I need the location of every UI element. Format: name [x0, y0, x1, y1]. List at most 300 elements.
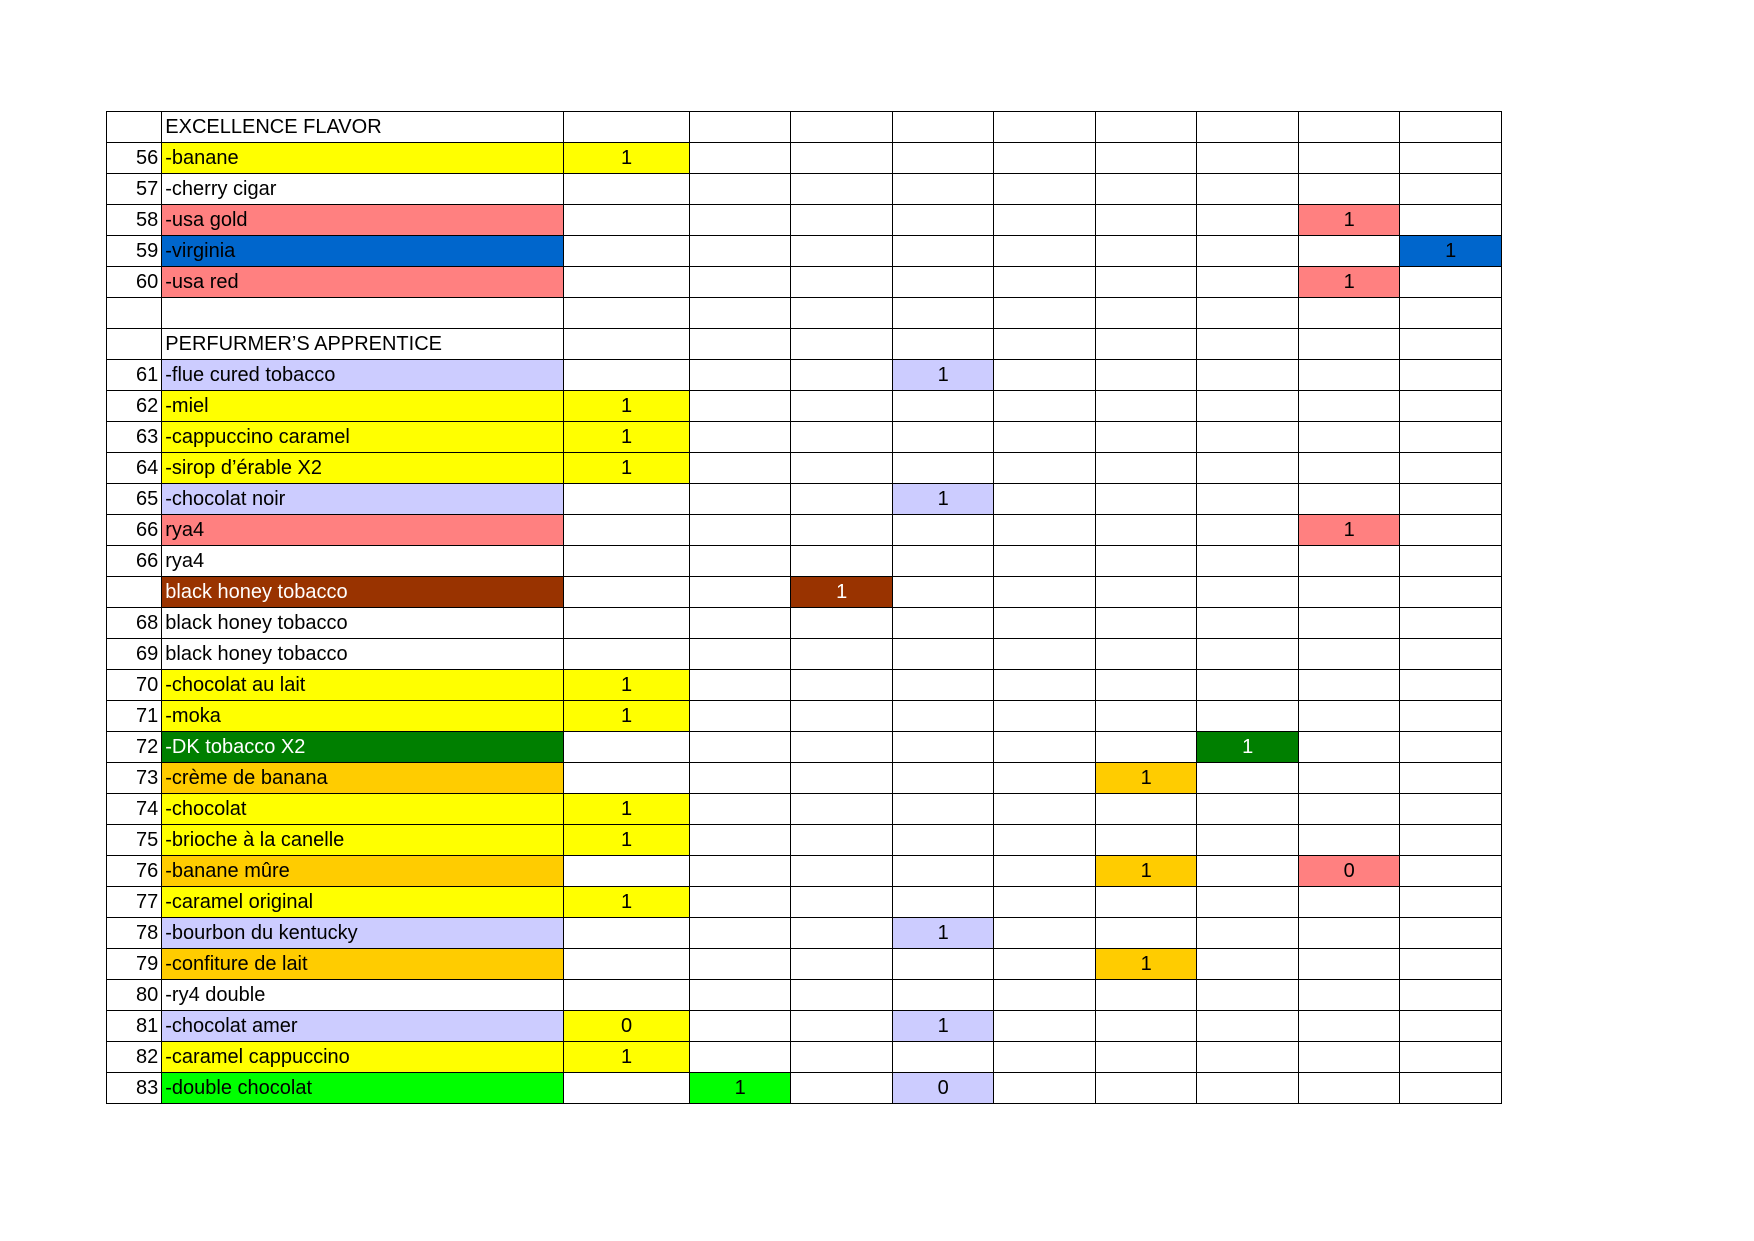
value-cell[interactable] [1298, 484, 1400, 515]
value-cell[interactable] [994, 267, 1096, 298]
value-cell[interactable] [1197, 856, 1299, 887]
value-cell[interactable] [564, 732, 690, 763]
value-cell[interactable]: 1 [564, 670, 690, 701]
value-cell[interactable] [892, 422, 994, 453]
value-cell[interactable] [689, 267, 791, 298]
row-number-cell[interactable]: 68 [107, 608, 162, 639]
value-cell[interactable] [791, 112, 893, 143]
value-cell[interactable] [564, 174, 690, 205]
value-cell[interactable] [791, 732, 893, 763]
value-cell[interactable] [1197, 112, 1299, 143]
value-cell[interactable] [892, 1042, 994, 1073]
flavor-name-cell[interactable]: -sirop d’érable X2 [162, 453, 564, 484]
row-number-cell[interactable] [107, 577, 162, 608]
row-number-cell[interactable]: 56 [107, 143, 162, 174]
value-cell[interactable] [1197, 298, 1299, 329]
value-cell[interactable] [1095, 1042, 1197, 1073]
flavor-name-cell[interactable]: -cappuccino caramel [162, 422, 564, 453]
value-cell[interactable] [1197, 515, 1299, 546]
value-cell[interactable] [689, 143, 791, 174]
value-cell[interactable] [1298, 608, 1400, 639]
value-cell[interactable] [1298, 298, 1400, 329]
value-cell[interactable] [1095, 980, 1197, 1011]
value-cell[interactable] [892, 391, 994, 422]
section-heading-cell[interactable]: EXCELLENCE FLAVOR [162, 112, 564, 143]
value-cell[interactable] [1197, 329, 1299, 360]
value-cell[interactable]: 1 [1095, 763, 1197, 794]
value-cell[interactable] [1400, 484, 1502, 515]
value-cell[interactable] [1400, 701, 1502, 732]
value-cell[interactable] [1298, 174, 1400, 205]
value-cell[interactable] [1095, 360, 1197, 391]
value-cell[interactable] [994, 639, 1096, 670]
value-cell[interactable] [1197, 267, 1299, 298]
value-cell[interactable] [1095, 174, 1197, 205]
value-cell[interactable] [1095, 484, 1197, 515]
value-cell[interactable] [791, 391, 893, 422]
value-cell[interactable] [994, 577, 1096, 608]
value-cell[interactable]: 1 [1298, 267, 1400, 298]
value-cell[interactable] [994, 918, 1096, 949]
section-heading-cell[interactable]: PERFURMER’S APPRENTICE [162, 329, 564, 360]
value-cell[interactable] [1298, 577, 1400, 608]
flavor-name-cell[interactable]: -chocolat [162, 794, 564, 825]
value-cell[interactable] [1197, 236, 1299, 267]
value-cell[interactable] [892, 112, 994, 143]
value-cell[interactable] [1298, 980, 1400, 1011]
value-cell[interactable] [1095, 391, 1197, 422]
row-number-cell[interactable]: 82 [107, 1042, 162, 1073]
value-cell[interactable] [1298, 918, 1400, 949]
row-number-cell[interactable] [107, 329, 162, 360]
flavor-name-cell[interactable]: -moka [162, 701, 564, 732]
value-cell[interactable] [689, 794, 791, 825]
flavor-name-cell[interactable]: -caramel cappuccino [162, 1042, 564, 1073]
value-cell[interactable] [892, 515, 994, 546]
value-cell[interactable] [1095, 1073, 1197, 1104]
value-cell[interactable] [1197, 670, 1299, 701]
value-cell[interactable] [791, 143, 893, 174]
row-number-cell[interactable]: 78 [107, 918, 162, 949]
flavor-name-cell[interactable]: -DK tobacco X2 [162, 732, 564, 763]
row-number-cell[interactable]: 59 [107, 236, 162, 267]
value-cell[interactable] [994, 701, 1096, 732]
value-cell[interactable] [1197, 422, 1299, 453]
value-cell[interactable] [892, 236, 994, 267]
value-cell[interactable] [994, 453, 1096, 484]
value-cell[interactable] [689, 298, 791, 329]
value-cell[interactable] [564, 949, 690, 980]
value-cell[interactable] [1298, 1073, 1400, 1104]
value-cell[interactable]: 0 [564, 1011, 690, 1042]
value-cell[interactable] [791, 236, 893, 267]
value-cell[interactable] [1095, 732, 1197, 763]
value-cell[interactable] [1298, 887, 1400, 918]
value-cell[interactable] [689, 515, 791, 546]
value-cell[interactable] [1400, 608, 1502, 639]
value-cell[interactable]: 0 [892, 1073, 994, 1104]
row-number-cell[interactable]: 77 [107, 887, 162, 918]
value-cell[interactable] [564, 639, 690, 670]
row-number-cell[interactable]: 57 [107, 174, 162, 205]
value-cell[interactable] [1400, 856, 1502, 887]
value-cell[interactable] [892, 639, 994, 670]
value-cell[interactable] [1400, 887, 1502, 918]
value-cell[interactable] [994, 763, 1096, 794]
value-cell[interactable] [1298, 453, 1400, 484]
value-cell[interactable] [791, 453, 893, 484]
value-cell[interactable]: 1 [564, 1042, 690, 1073]
value-cell[interactable] [1400, 267, 1502, 298]
flavor-name-cell[interactable]: -confiture de lait [162, 949, 564, 980]
value-cell[interactable] [994, 825, 1096, 856]
value-cell[interactable]: 1 [564, 453, 690, 484]
flavor-name-cell[interactable]: rya4 [162, 546, 564, 577]
value-cell[interactable] [994, 298, 1096, 329]
flavor-name-cell[interactable]: -banane mûre [162, 856, 564, 887]
value-cell[interactable] [994, 608, 1096, 639]
value-cell[interactable] [1400, 732, 1502, 763]
value-cell[interactable] [1400, 1042, 1502, 1073]
value-cell[interactable] [994, 980, 1096, 1011]
value-cell[interactable] [689, 701, 791, 732]
value-cell[interactable] [1095, 639, 1197, 670]
value-cell[interactable] [689, 112, 791, 143]
row-number-cell[interactable]: 69 [107, 639, 162, 670]
row-number-cell[interactable]: 83 [107, 1073, 162, 1104]
value-cell[interactable] [791, 856, 893, 887]
value-cell[interactable] [994, 1073, 1096, 1104]
flavor-name-cell[interactable] [162, 298, 564, 329]
value-cell[interactable] [689, 577, 791, 608]
value-cell[interactable] [1197, 1011, 1299, 1042]
flavor-name-cell[interactable]: -double chocolat [162, 1073, 564, 1104]
value-cell[interactable] [1095, 670, 1197, 701]
value-cell[interactable] [994, 143, 1096, 174]
value-cell[interactable] [689, 546, 791, 577]
value-cell[interactable] [1298, 639, 1400, 670]
value-cell[interactable] [1400, 1073, 1502, 1104]
value-cell[interactable] [689, 453, 791, 484]
value-cell[interactable] [994, 546, 1096, 577]
value-cell[interactable] [1197, 701, 1299, 732]
value-cell[interactable] [994, 887, 1096, 918]
flavor-name-cell[interactable]: -chocolat noir [162, 484, 564, 515]
value-cell[interactable] [564, 205, 690, 236]
value-cell[interactable] [791, 701, 893, 732]
value-cell[interactable] [791, 546, 893, 577]
value-cell[interactable] [892, 453, 994, 484]
value-cell[interactable] [1197, 825, 1299, 856]
value-cell[interactable] [1400, 174, 1502, 205]
value-cell[interactable] [1400, 1011, 1502, 1042]
value-cell[interactable] [1298, 763, 1400, 794]
value-cell[interactable] [1095, 515, 1197, 546]
value-cell[interactable] [1298, 794, 1400, 825]
value-cell[interactable] [689, 329, 791, 360]
value-cell[interactable] [791, 794, 893, 825]
value-cell[interactable] [1095, 298, 1197, 329]
value-cell[interactable]: 1 [892, 484, 994, 515]
row-number-cell[interactable]: 61 [107, 360, 162, 391]
value-cell[interactable]: 1 [564, 143, 690, 174]
value-cell[interactable] [791, 174, 893, 205]
value-cell[interactable]: 1 [689, 1073, 791, 1104]
value-cell[interactable] [791, 298, 893, 329]
value-cell[interactable] [1095, 112, 1197, 143]
value-cell[interactable] [892, 856, 994, 887]
value-cell[interactable] [564, 484, 690, 515]
value-cell[interactable] [892, 794, 994, 825]
value-cell[interactable] [564, 267, 690, 298]
value-cell[interactable] [689, 639, 791, 670]
value-cell[interactable] [1197, 887, 1299, 918]
value-cell[interactable]: 1 [1298, 515, 1400, 546]
value-cell[interactable]: 1 [1095, 856, 1197, 887]
value-cell[interactable] [1298, 732, 1400, 763]
value-cell[interactable] [1400, 391, 1502, 422]
value-cell[interactable] [892, 608, 994, 639]
value-cell[interactable] [1095, 608, 1197, 639]
value-cell[interactable] [1197, 1073, 1299, 1104]
flavor-name-cell[interactable]: -usa red [162, 267, 564, 298]
value-cell[interactable] [564, 236, 690, 267]
value-cell[interactable] [892, 732, 994, 763]
value-cell[interactable] [1095, 918, 1197, 949]
value-cell[interactable] [1197, 546, 1299, 577]
value-cell[interactable] [1400, 298, 1502, 329]
value-cell[interactable] [994, 515, 1096, 546]
value-cell[interactable] [892, 701, 994, 732]
value-cell[interactable] [689, 174, 791, 205]
value-cell[interactable] [1298, 825, 1400, 856]
value-cell[interactable]: 1 [564, 794, 690, 825]
value-cell[interactable] [1095, 236, 1197, 267]
value-cell[interactable] [892, 174, 994, 205]
value-cell[interactable] [892, 205, 994, 236]
flavor-name-cell[interactable]: -banane [162, 143, 564, 174]
value-cell[interactable] [791, 608, 893, 639]
value-cell[interactable] [1197, 484, 1299, 515]
value-cell[interactable]: 1 [564, 422, 690, 453]
value-cell[interactable] [689, 856, 791, 887]
value-cell[interactable] [892, 887, 994, 918]
row-number-cell[interactable]: 70 [107, 670, 162, 701]
value-cell[interactable] [892, 577, 994, 608]
flavor-name-cell[interactable]: -ry4 double [162, 980, 564, 1011]
flavor-name-cell[interactable]: -cherry cigar [162, 174, 564, 205]
value-cell[interactable] [1095, 143, 1197, 174]
value-cell[interactable] [892, 980, 994, 1011]
value-cell[interactable] [1298, 670, 1400, 701]
value-cell[interactable] [1197, 391, 1299, 422]
value-cell[interactable] [791, 1073, 893, 1104]
value-cell[interactable] [1298, 1042, 1400, 1073]
row-number-cell[interactable]: 66 [107, 546, 162, 577]
value-cell[interactable] [1298, 329, 1400, 360]
value-cell[interactable] [689, 205, 791, 236]
value-cell[interactable] [689, 980, 791, 1011]
value-cell[interactable] [791, 639, 893, 670]
value-cell[interactable] [994, 360, 1096, 391]
value-cell[interactable] [689, 918, 791, 949]
value-cell[interactable] [689, 236, 791, 267]
value-cell[interactable] [994, 174, 1096, 205]
value-cell[interactable] [1400, 422, 1502, 453]
value-cell[interactable] [1095, 267, 1197, 298]
value-cell[interactable]: 1 [564, 887, 690, 918]
value-cell[interactable] [791, 763, 893, 794]
value-cell[interactable] [1197, 143, 1299, 174]
value-cell[interactable] [994, 484, 1096, 515]
value-cell[interactable] [1095, 577, 1197, 608]
value-cell[interactable] [1197, 980, 1299, 1011]
value-cell[interactable] [564, 763, 690, 794]
value-cell[interactable] [1298, 546, 1400, 577]
value-cell[interactable] [1298, 112, 1400, 143]
value-cell[interactable] [689, 391, 791, 422]
value-cell[interactable]: 1 [1298, 205, 1400, 236]
value-cell[interactable] [791, 360, 893, 391]
value-cell[interactable] [791, 670, 893, 701]
value-cell[interactable]: 1 [1400, 236, 1502, 267]
value-cell[interactable] [1197, 453, 1299, 484]
value-cell[interactable] [1197, 794, 1299, 825]
value-cell[interactable] [791, 825, 893, 856]
value-cell[interactable] [1095, 453, 1197, 484]
row-number-cell[interactable]: 81 [107, 1011, 162, 1042]
value-cell[interactable] [994, 112, 1096, 143]
value-cell[interactable] [1197, 577, 1299, 608]
value-cell[interactable] [1298, 701, 1400, 732]
row-number-cell[interactable]: 62 [107, 391, 162, 422]
row-number-cell[interactable]: 74 [107, 794, 162, 825]
value-cell[interactable] [994, 732, 1096, 763]
value-cell[interactable] [1400, 453, 1502, 484]
value-cell[interactable]: 0 [1298, 856, 1400, 887]
value-cell[interactable] [994, 205, 1096, 236]
value-cell[interactable]: 1 [892, 918, 994, 949]
value-cell[interactable] [791, 205, 893, 236]
value-cell[interactable] [564, 298, 690, 329]
value-cell[interactable] [791, 329, 893, 360]
value-cell[interactable] [689, 360, 791, 391]
value-cell[interactable] [1400, 670, 1502, 701]
value-cell[interactable] [1197, 205, 1299, 236]
value-cell[interactable] [1095, 825, 1197, 856]
value-cell[interactable] [689, 608, 791, 639]
value-cell[interactable] [1197, 608, 1299, 639]
row-number-cell[interactable]: 65 [107, 484, 162, 515]
value-cell[interactable] [892, 546, 994, 577]
flavor-name-cell[interactable]: black honey tobacco [162, 608, 564, 639]
value-cell[interactable] [689, 1042, 791, 1073]
value-cell[interactable] [1095, 701, 1197, 732]
value-cell[interactable] [564, 1073, 690, 1104]
flavor-name-cell[interactable]: -crème de banana [162, 763, 564, 794]
value-cell[interactable] [994, 391, 1096, 422]
value-cell[interactable] [1400, 360, 1502, 391]
value-cell[interactable] [1298, 949, 1400, 980]
flavor-name-cell[interactable]: -bourbon du kentucky [162, 918, 564, 949]
value-cell[interactable] [994, 1011, 1096, 1042]
value-cell[interactable] [892, 298, 994, 329]
value-cell[interactable] [689, 763, 791, 794]
value-cell[interactable] [892, 825, 994, 856]
flavor-name-cell[interactable]: -usa gold [162, 205, 564, 236]
flavor-name-cell[interactable]: -miel [162, 391, 564, 422]
value-cell[interactable] [892, 329, 994, 360]
value-cell[interactable] [1400, 949, 1502, 980]
value-cell[interactable] [689, 887, 791, 918]
row-number-cell[interactable]: 64 [107, 453, 162, 484]
value-cell[interactable] [1400, 205, 1502, 236]
value-cell[interactable] [791, 887, 893, 918]
value-cell[interactable] [791, 980, 893, 1011]
value-cell[interactable] [1197, 174, 1299, 205]
value-cell[interactable] [1400, 515, 1502, 546]
row-number-cell[interactable]: 73 [107, 763, 162, 794]
value-cell[interactable] [1400, 546, 1502, 577]
value-cell[interactable] [1095, 205, 1197, 236]
flavor-name-cell[interactable]: -chocolat au lait [162, 670, 564, 701]
value-cell[interactable] [1400, 112, 1502, 143]
value-cell[interactable] [994, 670, 1096, 701]
row-number-cell[interactable] [107, 298, 162, 329]
value-cell[interactable] [564, 515, 690, 546]
value-cell[interactable] [564, 546, 690, 577]
value-cell[interactable] [892, 670, 994, 701]
value-cell[interactable] [892, 267, 994, 298]
value-cell[interactable] [1197, 918, 1299, 949]
value-cell[interactable] [791, 949, 893, 980]
value-cell[interactable] [1095, 546, 1197, 577]
value-cell[interactable] [1298, 236, 1400, 267]
value-cell[interactable] [1400, 794, 1502, 825]
row-number-cell[interactable]: 79 [107, 949, 162, 980]
flavor-name-cell[interactable]: -chocolat amer [162, 1011, 564, 1042]
value-cell[interactable] [791, 1011, 893, 1042]
value-cell[interactable] [689, 825, 791, 856]
value-cell[interactable] [564, 360, 690, 391]
value-cell[interactable] [564, 608, 690, 639]
row-number-cell[interactable]: 60 [107, 267, 162, 298]
value-cell[interactable] [994, 329, 1096, 360]
value-cell[interactable] [1298, 1011, 1400, 1042]
value-cell[interactable] [994, 794, 1096, 825]
flavor-name-cell[interactable]: -virginia [162, 236, 564, 267]
value-cell[interactable] [1095, 887, 1197, 918]
value-cell[interactable] [791, 1042, 893, 1073]
value-cell[interactable] [892, 143, 994, 174]
flavor-name-cell[interactable]: -caramel original [162, 887, 564, 918]
value-cell[interactable] [1400, 143, 1502, 174]
row-number-cell[interactable]: 71 [107, 701, 162, 732]
value-cell[interactable] [892, 949, 994, 980]
row-number-cell[interactable]: 80 [107, 980, 162, 1011]
flavor-name-cell[interactable]: black honey tobacco [162, 639, 564, 670]
row-number-cell[interactable]: 58 [107, 205, 162, 236]
value-cell[interactable] [1400, 918, 1502, 949]
row-number-cell[interactable]: 66 [107, 515, 162, 546]
value-cell[interactable] [994, 422, 1096, 453]
value-cell[interactable] [1095, 794, 1197, 825]
flavor-name-cell[interactable]: -brioche à la canelle [162, 825, 564, 856]
row-number-cell[interactable]: 72 [107, 732, 162, 763]
value-cell[interactable] [1298, 143, 1400, 174]
value-cell[interactable] [564, 918, 690, 949]
value-cell[interactable] [791, 918, 893, 949]
